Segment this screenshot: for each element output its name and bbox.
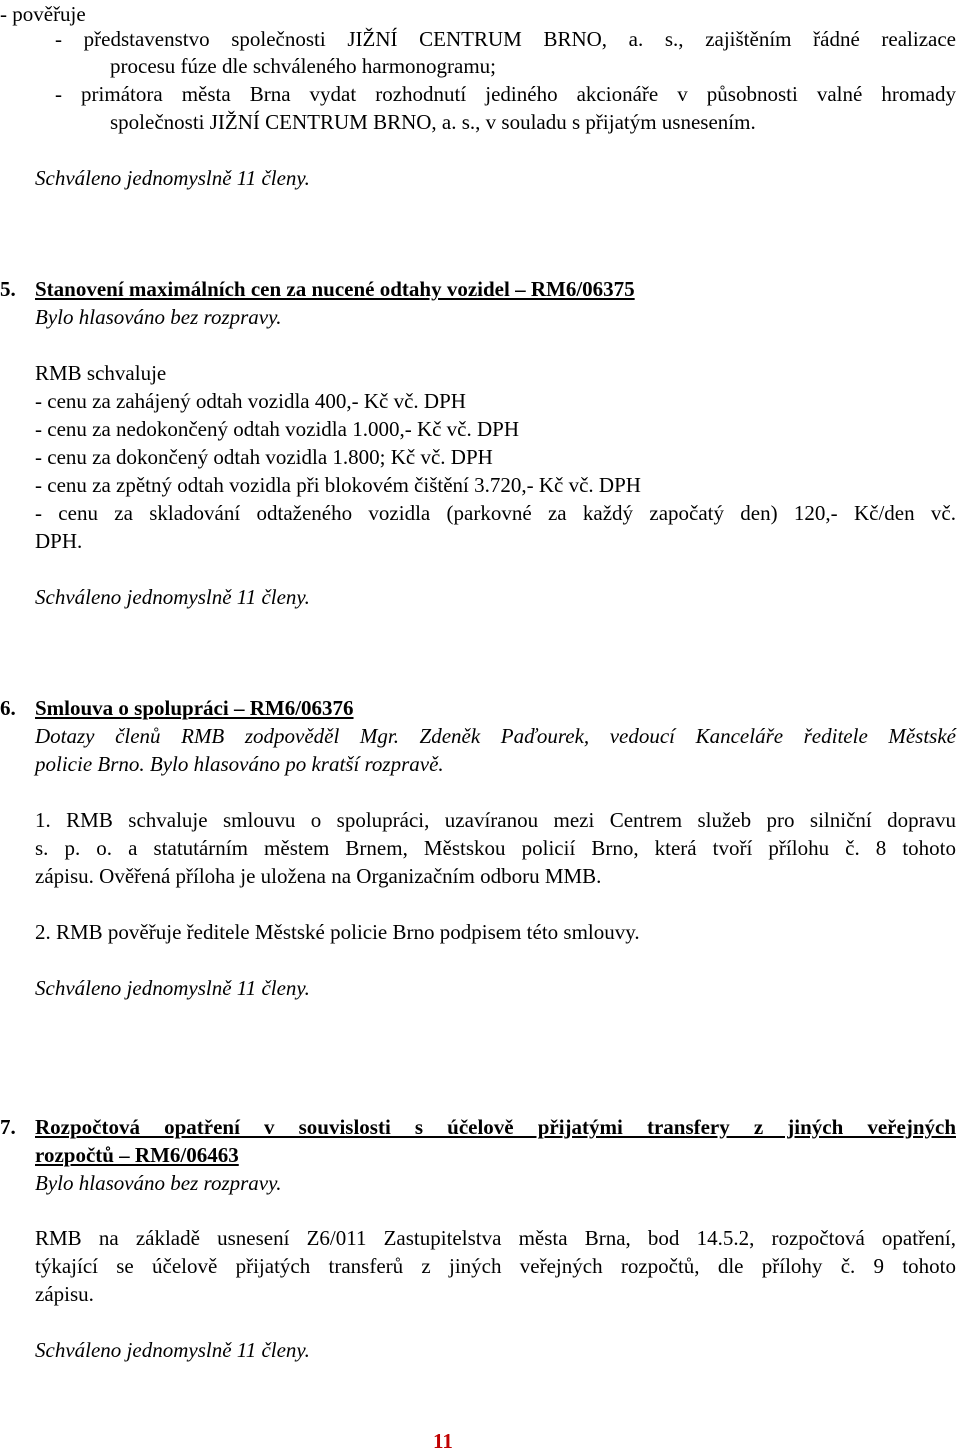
- item-number: 7.: [0, 1115, 16, 1139]
- approval-note: Schváleno jednomyslně 11 členy.: [35, 166, 310, 190]
- approval-note: Schváleno jednomyslně 11 členy.: [35, 1338, 310, 1362]
- approval-note: Schváleno jednomyslně 11 členy.: [35, 585, 310, 609]
- resolution-paragraph: RMB na základě usnesení Z6/011 Zastupitelstva města Brna, bod 14.5.2, rozpočtová opatření,: [35, 1226, 956, 1250]
- resolution-paragraph: 2. RMB pověřuje ředitele Městské policie Brno podpisem této smlouvy.: [35, 920, 640, 944]
- list-item-board: - představenstvo společnosti JIŽNÍ CENTRUM BRNO, a. s., zajištěním řádné realizace: [55, 27, 956, 51]
- list-item-mayor-cont: společnosti JIŽNÍ CENTRUM BRNO, a. s., v souladu s přijatým usnesením.: [110, 110, 756, 134]
- item-title: Stanovení maximálních cen za nucené odtahy vozidel – RM6/06375: [35, 277, 635, 301]
- approval-note: Schváleno jednomyslně 11 členy.: [35, 976, 310, 1000]
- resolution-paragraph: 1. RMB schvaluje smlouvu o spolupráci, uzavíranou mezi Centrem služeb pro silniční dopravu: [35, 808, 956, 832]
- list-item-mayor: - primátora města Brna vydat rozhodnutí jediného akcionáře v působnosti valné hromady: [55, 82, 956, 106]
- item-number: 6.: [0, 696, 16, 720]
- resolution-paragraph: týkající se účelově přijatých transferů z jiných veřejných rozpočtů, dle přílohy č. 9 tohoto: [35, 1254, 956, 1278]
- discussion-note-cont: policie Brno. Bylo hlasováno po kratší rozpravě.: [35, 752, 444, 776]
- item-title-cont: rozpočtů – RM6/06463: [35, 1143, 239, 1167]
- item-number: 5.: [0, 277, 16, 301]
- item-title: Smlouva o spolupráci – RM6/06376: [35, 696, 354, 720]
- price-line-cont: DPH.: [35, 529, 83, 553]
- price-line: - cenu za zpětný odtah vozidla při blokovém čištění 3.720,- Kč vč. DPH: [35, 473, 641, 497]
- discussion-note: Bylo hlasováno bez rozpravy.: [35, 305, 282, 329]
- price-line: - cenu za nedokončený odtah vozidla 1.000,- Kč vč. DPH: [35, 417, 520, 441]
- resolution-intro: RMB schvaluje: [35, 361, 167, 385]
- item-title: Rozpočtová opatření v souvislosti s účelově přijatými transfery z jiných veřejných: [35, 1115, 956, 1139]
- page-number: 11: [433, 1429, 453, 1453]
- price-line: - cenu za zahájený odtah vozidla 400,- Kč vč. DPH: [35, 389, 466, 413]
- discussion-note: Dotazy členů RMB zodpověděl Mgr. Zdeněk Paďourek, vedoucí Kanceláře ředitele Městské: [35, 724, 956, 748]
- poveruje-line: - pověřuje: [0, 2, 86, 26]
- resolution-paragraph: zápisu. Ověřená příloha je uložena na Organizačním odboru MMB.: [35, 864, 602, 888]
- resolution-paragraph: s. p. o. a statutárním městem Brnem, Městskou policií Brno, která tvoří přílohu č. 8 tohoto: [35, 836, 956, 860]
- price-line: - cenu za dokončený odtah vozidla 1.800; Kč vč. DPH: [35, 445, 493, 469]
- resolution-paragraph: zápisu.: [35, 1282, 94, 1306]
- discussion-note: Bylo hlasováno bez rozpravy.: [35, 1171, 282, 1195]
- price-line: - cenu za skladování odtaženého vozidla (parkovné za každý započatý den) 120,- Kč/den vč.: [35, 501, 956, 525]
- list-item-board-cont: procesu fúze dle schváleného harmonogramu;: [110, 54, 497, 78]
